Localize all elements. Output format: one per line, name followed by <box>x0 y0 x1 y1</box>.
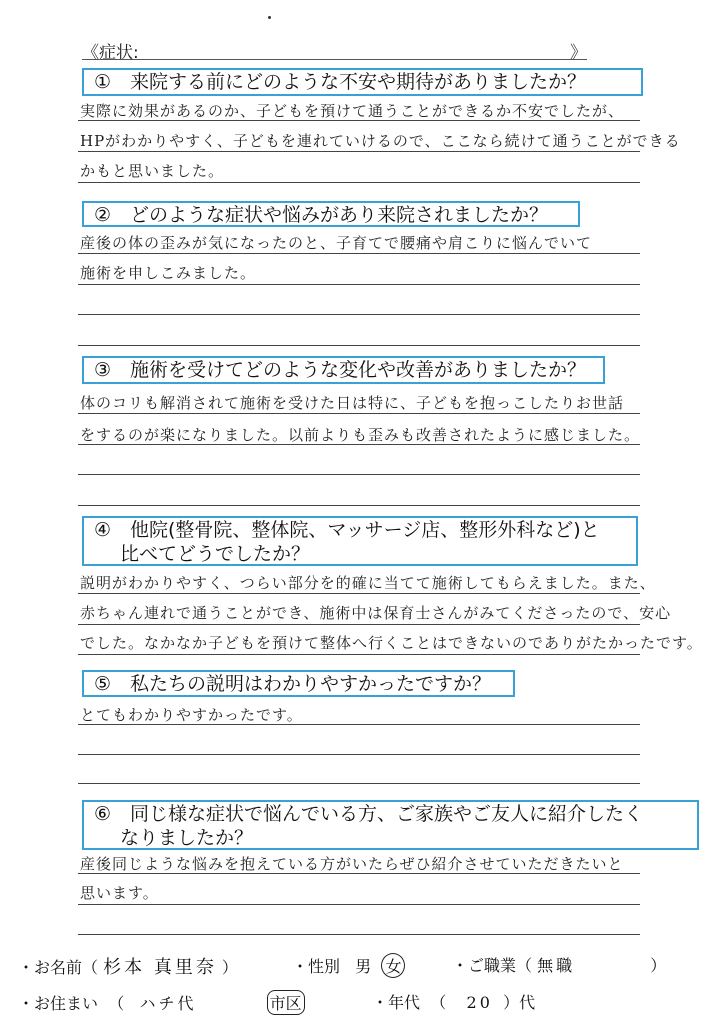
address-label: ・お住まい <box>18 994 99 1013</box>
question-4-number: ④ <box>94 519 112 541</box>
answer-1-line-3: かもと思いました。 <box>80 162 225 180</box>
symptom-header <box>82 38 587 63</box>
question-3-box <box>82 356 605 384</box>
answer-line <box>78 151 640 152</box>
answer-line <box>78 904 640 905</box>
question-2-text: どのような症状や悩みがあり来院されましたか？ <box>130 204 549 226</box>
question-5-number: ⑤ <box>94 673 112 695</box>
answer-line <box>78 345 640 346</box>
question-4-text-line-2: 比べてどうでしたか？ <box>120 543 311 565</box>
symptom-underline <box>82 59 587 60</box>
answer-line <box>78 314 640 315</box>
answer-line <box>78 284 640 285</box>
answer-line <box>78 724 640 725</box>
age-label: ・年代 <box>372 993 421 1012</box>
age-field: ・年代 （ 20 ）代 <box>372 993 536 1012</box>
answer-2-line-2: 施術を申しこみました。 <box>80 264 257 282</box>
answer-line <box>78 474 640 475</box>
job-field: ・ご職業（ 無職 ） <box>452 956 667 975</box>
answer-4-line-1: 説明がわかりやすく、つらい部分を的確に当てて施術してもらえました。また、 <box>80 574 656 592</box>
answer-line <box>78 182 640 183</box>
name-label: ・お名前 <box>18 958 83 977</box>
answer-line <box>78 934 640 935</box>
job-label: ・ご職業 <box>452 956 517 975</box>
address-value: ハチ代 <box>139 994 197 1013</box>
question-3-text: 施術を受けてどのような変化や改善がありましたか？ <box>130 359 587 381</box>
answer-line <box>78 444 640 445</box>
answer-4-line-2: 赤ちゃん連れで通うことができ、施術中は保育士さんがみてくださったので、安心 <box>80 604 672 622</box>
symptom-label: 《症状: <box>82 43 139 63</box>
question-4-text: 他院(整骨院、整体院、マッサージ店、整形外科など)と <box>130 519 600 541</box>
answer-6-line-2: 思います。 <box>80 884 159 902</box>
age-suffix: 代 <box>519 993 536 1012</box>
question-1-box <box>82 68 643 96</box>
answer-line <box>78 783 640 784</box>
answer-line <box>78 413 640 414</box>
answer-1-line-1: 実際に効果があるのか、子どもを預けて通うことができるか不安でしたが、 <box>80 102 625 120</box>
answer-5-line-1: とてもわかりやすかったです。 <box>80 706 303 724</box>
question-5-text: 私たちの説明はわかりやすかったですか？ <box>130 673 492 695</box>
question-4-box <box>82 516 638 566</box>
name-value: 杉本 真里奈 <box>103 957 217 978</box>
symptom-close: 》 <box>570 43 587 63</box>
answer-line <box>78 120 640 121</box>
question-2-number: ② <box>94 204 112 226</box>
question-1-text: 来院する前にどのような不安や期待がありましたか？ <box>130 71 587 93</box>
question-6-text: 同じ様な症状で悩んでいる方、ご家族やご友人に紹介したく <box>130 803 644 825</box>
answer-1-line-2: HPがわかりやすく、子どもを連れていけるので、ここなら続けて通うことができる <box>80 132 681 150</box>
answer-line <box>78 624 640 625</box>
answer-4-line-3: でした。なかなか子どもを預けて整体へ行くことはできないのでありがたかったです。 <box>80 634 703 652</box>
question-2-box <box>82 201 580 227</box>
age-value: 20 <box>466 993 493 1012</box>
answer-line <box>78 754 640 755</box>
answer-3-line-2: をするのが楽になりました。以前よりも歪みも改善されたように感じました。 <box>80 426 641 444</box>
answer-line <box>78 253 640 254</box>
question-6-box <box>82 800 699 850</box>
gender-male-option: 男 <box>355 957 372 976</box>
answer-line <box>78 505 640 506</box>
gender-label: ・性別 <box>292 957 341 976</box>
speck <box>268 16 271 19</box>
answer-6-line-1: 産後同じような悩みを抱えている方がいたらぜひ紹介させていただきたいと <box>80 855 624 873</box>
question-6-text-line-2: なりましたか？ <box>120 827 254 849</box>
address-field: ・お住まい （ ハチ代 市区 <box>18 990 305 1015</box>
answer-line <box>78 873 640 874</box>
gender-female-option: 女 <box>381 953 405 978</box>
question-1-number: ① <box>94 71 112 93</box>
question-5-box <box>82 670 515 697</box>
answer-3-line-1: 体のコリも解消されて施術を受けた日は特に、子どもを抱っこしたりお世話 <box>80 394 625 412</box>
name-field: ・お名前（ 杉本 真里奈 ） <box>18 957 238 978</box>
gender-field <box>292 953 405 978</box>
job-value: 無職 <box>537 956 576 975</box>
city-label: 市区 <box>267 990 305 1015</box>
question-3-number: ③ <box>94 359 112 381</box>
answer-line <box>78 593 640 594</box>
question-6-number: ⑥ <box>94 803 112 825</box>
answer-line <box>78 654 640 655</box>
answer-2-line-1: 産後の体の歪みが気になったのと、子育てで腰痛や肩こりに悩んでいて <box>80 234 593 252</box>
